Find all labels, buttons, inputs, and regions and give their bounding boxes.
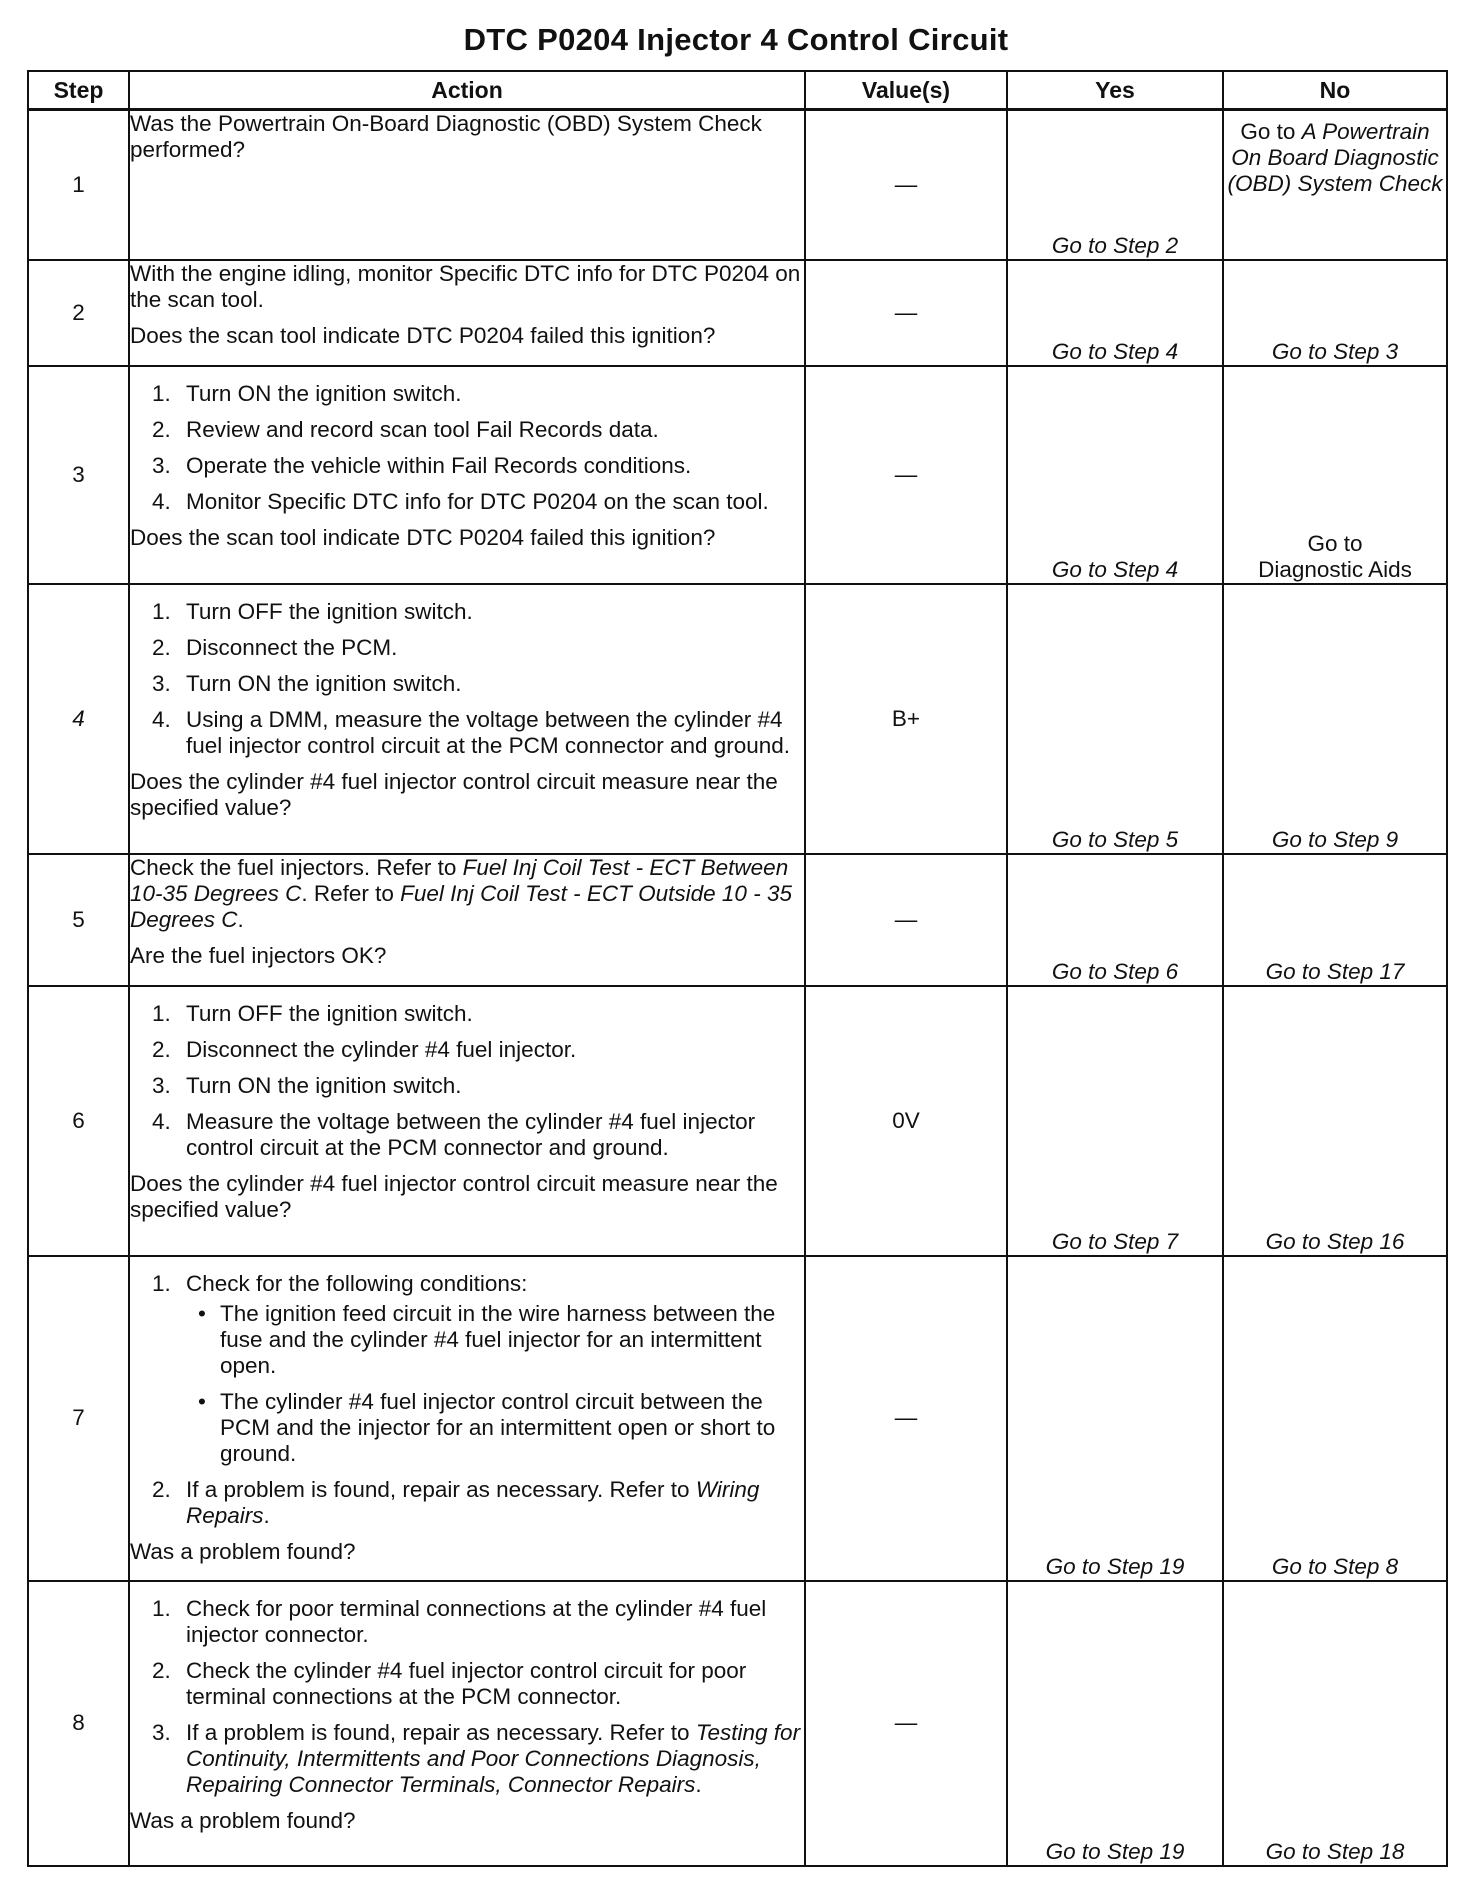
action-question: Does the scan tool indicate DTC P0204 failed this ignition? xyxy=(130,322,716,348)
reference-link: Wiring Repairs xyxy=(186,1476,760,1528)
action-cell xyxy=(129,366,805,584)
header-values: Value(s) xyxy=(805,71,1007,110)
list-item xyxy=(130,1477,804,1529)
no-line: Go to xyxy=(1307,530,1363,556)
action-steps xyxy=(130,381,804,515)
text-span: If a problem is found, repair as necessary. Refer to xyxy=(186,1719,696,1745)
step-number: 8 xyxy=(28,1581,129,1866)
yes-cell: Go to Step 5 xyxy=(1007,584,1223,854)
yes-cell: Go to Step 19 xyxy=(1007,1581,1223,1866)
list-item: Turn ON the ignition switch. xyxy=(186,1072,462,1098)
action-question: Was a problem found? xyxy=(130,1807,356,1833)
value-cell: — xyxy=(805,366,1007,584)
value-cell: — xyxy=(805,1581,1007,1866)
action-cell xyxy=(129,1256,805,1581)
action-cell xyxy=(129,584,805,854)
condition-bullets xyxy=(186,1301,804,1467)
table-row xyxy=(28,1256,1447,1581)
header-action: Action xyxy=(129,71,805,110)
list-item: Disconnect the PCM. xyxy=(186,634,398,660)
no-cell: Go to Step 17 xyxy=(1223,854,1447,986)
no-cell: Go to Step 18 xyxy=(1223,1581,1447,1866)
diagnostic-table xyxy=(27,70,1448,1867)
action-question: Does the cylinder #4 fuel injector control circuit measure near the specified value? xyxy=(130,1170,778,1222)
value-cell: — xyxy=(805,110,1007,260)
no-prefix: Go to xyxy=(1240,119,1302,144)
table-row xyxy=(28,366,1447,584)
action-cell xyxy=(129,1581,805,1866)
yes-cell: Go to Step 6 xyxy=(1007,854,1223,986)
no-cell: Go to Step 8 xyxy=(1223,1256,1447,1581)
no-cell: Go to Step 9 xyxy=(1223,584,1447,854)
yes-cell: Go to Step 4 xyxy=(1007,260,1223,366)
list-item: Turn OFF the ignition switch. xyxy=(186,598,473,624)
table-row xyxy=(28,260,1447,366)
value-cell: 0V xyxy=(805,986,1007,1256)
reference-link: Fuel Inj Coil Test - ECT Between 10-35 Degrees C xyxy=(130,854,789,906)
yes-cell: Go to Step 4 xyxy=(1007,366,1223,584)
list-item: Disconnect the cylinder #4 fuel injector. xyxy=(186,1036,577,1062)
value-cell: B+ xyxy=(805,584,1007,854)
action-cell xyxy=(129,110,805,260)
bullet-item: • The cylinder #4 fuel injector control circuit between the PCM and the injector for an intermittent open or short to ground. xyxy=(186,1389,804,1467)
no-reference: A Powertrain On Board Diagnostic (OBD) System Check xyxy=(1227,119,1443,196)
action-question: Was a problem found? xyxy=(130,1538,356,1564)
list-item: Using a DMM, measure the voltage between the cylinder #4 fuel injector control circuit at the PCM connector and ground. xyxy=(186,706,791,758)
list-item-text: Check for the following conditions: xyxy=(186,1270,528,1296)
table-row xyxy=(28,584,1447,854)
list-item: Check for poor terminal connections at the cylinder #4 fuel injector connector. xyxy=(186,1595,767,1647)
text-span: . xyxy=(237,906,244,932)
action-question: Does the cylinder #4 fuel injector control circuit measure near the specified value? xyxy=(130,768,778,820)
action-text xyxy=(130,855,804,933)
list-item: Review and record scan tool Fail Records data. xyxy=(186,416,659,442)
no-cell xyxy=(1223,366,1447,584)
list-item: Operate the vehicle within Fail Records conditions. xyxy=(186,452,692,478)
step-number: 1 xyxy=(28,110,129,260)
bullet-item: • The ignition feed circuit in the wire harness between the fuse and the cylinder #4 fuel injector for an intermittent open. xyxy=(186,1301,804,1379)
action-steps xyxy=(130,1596,804,1798)
header-no: No xyxy=(1223,71,1447,110)
header-row xyxy=(28,71,1447,110)
action-steps xyxy=(130,1001,804,1161)
yes-cell: Go to Step 7 xyxy=(1007,986,1223,1256)
text-span: . Refer to xyxy=(301,880,401,906)
list-item: Turn OFF the ignition switch. xyxy=(186,1000,473,1026)
action-cell xyxy=(129,854,805,986)
table-row xyxy=(28,1581,1447,1866)
list-item: Turn ON the ignition switch. xyxy=(186,670,462,696)
no-reference: Diagnostic Aids xyxy=(1258,556,1412,582)
text-span: . xyxy=(263,1502,270,1528)
value-cell: — xyxy=(805,854,1007,986)
text-span: If a problem is found, repair as necessary. Refer to xyxy=(186,1476,696,1502)
text-span: . xyxy=(695,1771,702,1797)
no-cell xyxy=(1223,110,1447,260)
step-number: 6 xyxy=(28,986,129,1256)
list-item xyxy=(130,1720,804,1798)
step-number: 7 xyxy=(28,1256,129,1581)
step-number: 4 xyxy=(28,584,129,854)
value-cell: — xyxy=(805,1256,1007,1581)
action-question: Are the fuel injectors OK? xyxy=(130,942,387,968)
list-item xyxy=(130,1271,804,1467)
action-steps xyxy=(130,599,804,759)
header-step: Step xyxy=(28,71,129,110)
step-number: 5 xyxy=(28,854,129,986)
no-cell: Go to Step 3 xyxy=(1223,260,1447,366)
step-number: 2 xyxy=(28,260,129,366)
yes-cell: Go to Step 19 xyxy=(1007,1256,1223,1581)
table-row xyxy=(28,854,1447,986)
page-title: DTC P0204 Injector 4 Control Circuit xyxy=(463,22,1009,57)
step-number: 3 xyxy=(28,366,129,584)
table-row xyxy=(28,110,1447,260)
reference-link: Testing for Continuity, Intermittents and Poor Connections Diagnosis, Repairing Connector Terminals, Connector Repairs xyxy=(186,1719,801,1797)
header-yes: Yes xyxy=(1007,71,1223,110)
action-text: Was the Powertrain On-Board Diagnostic (OBD) System Check performed? xyxy=(130,111,762,162)
text-span: Check the fuel injectors. Refer to xyxy=(130,854,463,880)
action-cell xyxy=(129,986,805,1256)
action-question: Does the scan tool indicate DTC P0204 failed this ignition? xyxy=(130,524,716,550)
action-text: With the engine idling, monitor Specific DTC info for DTC P0204 on the scan tool. xyxy=(130,260,801,312)
action-steps xyxy=(130,1271,804,1529)
reference-link: Fuel Inj Coil Test - ECT Outside 10 - 35 Degrees C xyxy=(130,880,792,932)
no-cell: Go to Step 16 xyxy=(1223,986,1447,1256)
list-item: Check the cylinder #4 fuel injector control circuit for poor terminal connections at the PCM connector. xyxy=(186,1657,747,1709)
value-cell: — xyxy=(805,260,1007,366)
yes-cell: Go to Step 2 xyxy=(1007,110,1223,260)
action-cell xyxy=(129,260,805,366)
list-item: Turn ON the ignition switch. xyxy=(186,380,462,406)
list-item: Measure the voltage between the cylinder #4 fuel injector control circuit at the PCM connector and ground. xyxy=(186,1108,756,1160)
table-row xyxy=(28,986,1447,1256)
list-item: Monitor Specific DTC info for DTC P0204 on the scan tool. xyxy=(186,488,769,514)
